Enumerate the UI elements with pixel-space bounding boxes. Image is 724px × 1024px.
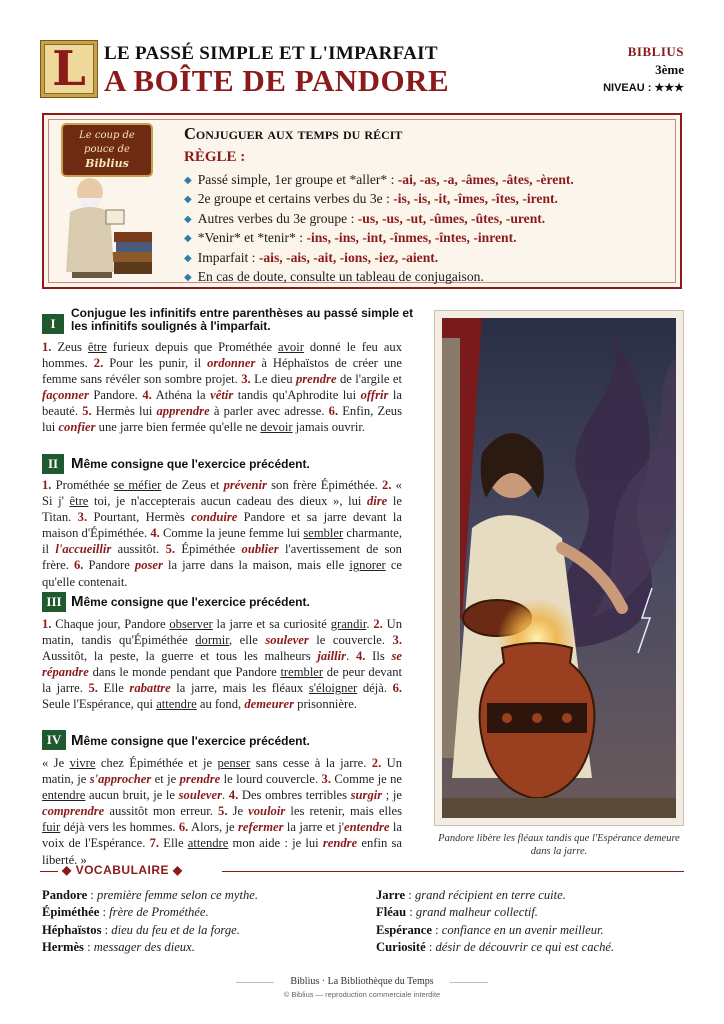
exercise-1-instruction: Conjugue les infinitifs entre parenthèses au passé simple et les infinitifs soulignés à l'imparfait. (71, 306, 414, 333)
vocab-entry: Pandore : première femme selon ce mythe. (42, 888, 259, 902)
header-meta (603, 44, 684, 94)
pandora-illustration (442, 318, 676, 818)
badge-line-1: Le coup de (79, 130, 135, 141)
vocab-entry: Curiosité : désir de découvrir ce qui est caché. (376, 940, 615, 955)
vocab-entry: Jarre : grand récipient en terre cuite. (376, 888, 566, 902)
rule-item: ◆ En cas de doute, consulte un tableau de conjugaison. (184, 268, 484, 284)
badge-line-3: Biblius (85, 157, 129, 170)
rule-item: ◆ Autres verbes du 3e groupe : -us, -us, -ut, -ûmes, -ûtes, -urent. (184, 210, 546, 226)
page-title-line1: LE PASSÉ SIMPLE ET L'IMPARFAIT (104, 43, 438, 64)
dropcap-illumination (40, 40, 98, 98)
footer-copyright: © Biblius — reproduction commerciale interdite (283, 990, 441, 999)
diamond-bullet-icon: ◆ (184, 175, 192, 186)
diamond-bullet-icon: ◆ (184, 213, 192, 225)
biblius-mascot-illustration (56, 122, 160, 282)
vocab-column-right (376, 887, 614, 957)
exercise-1-text: 1. Zeus être furieux depuis que Prométhée avoir donné le feu aux hommes. 2. Pour les punir, il ordonner à Héphaïstos de créer une femme sans révéler son sombre projet. 3. Le dieu prendre de l'argile et façonner Pandore. 4. Athéna la vêtir tandis qu'Aphrodite lui offrir la beauté. 5. Hermès lui apprendre à parler avec adresse. 6. Enfin, Zeus lui confier une jarre bien fermée qu'elle ne devoir jamais ouvrir. (42, 340, 403, 435)
exercise-3-number: III (42, 592, 66, 612)
vocab-title: ◆ VOCABULAIRE ◆ (62, 863, 183, 877)
exercise-2-text: 1. Prométhée se méfier de Zeus et prévenir son frère Épiméthée. 2. « Si j' être toi, je n'accepterais aucun cadeau des dieux », lui dire le Titan. 3. Pourtant, Hermès conduire Pandore et sa jarre devant la maison d'Épiméthée. 4. Comme la jeune femme lui sembler charmante, il l'accueillir aussitôt. 5. Épiméthée oublier l'avertissement de son frère. 6. Pandore poser la jarre dans la maison, mais elle ignorer ce qu'elle contenait. (42, 478, 402, 589)
vocab-entry: Épiméthée : frère de Prométhée. (42, 905, 209, 920)
vocab-entry: Fléau : grand malheur collectif. (376, 905, 538, 920)
rule-label: RÈGLE : (184, 149, 246, 165)
rule-list (184, 170, 664, 286)
rule-item: ◆ *Venir* et *tenir* : -ins, -ins, -int, -înmes, -întes, -inrent. (184, 230, 517, 246)
vocab-entry: Héphaïstos : dieu du feu et de la forge. (42, 922, 240, 937)
diamond-bullet-icon: ◆ (184, 233, 192, 245)
diamond-bullet-icon: ◆ (184, 194, 192, 206)
exercise-3-instruction: Même consigne que l'exercice précédent. (71, 593, 310, 610)
vocab-entry: Espérance : confiance en un avenir meilleur. (376, 922, 604, 937)
vocab-divider-right (222, 871, 684, 872)
exercise-3-text: 1. Chaque jour, Pandore observer la jarre et sa curiosité grandir. 2. Un matin, tandis qu'Épiméthée dormir, elle soulever le couvercle. 3. Aussitôt, la peste, la guerre et tous les malheurs jaillir. 4. Ils se répandre dans le monde pendant que Pandore trembler de peur devant la jarre. 5. Elle rabattre la jarre, mais les fléaux s'éloigner déjà. 6. Seule l'Espérance, qui attendre au fond, demeurer prisonnière. (42, 617, 403, 712)
badge-line-2: pouce de (84, 144, 130, 155)
exercise-4-text: « Je vivre chez Épiméthée et je penser sans cesse à la jarre. 2. Un matin, je s'approcher et je prendre le lourd couvercle. 3. Comme je ne entendre aucun bruit, je le soulever. 4. Des ombres terribles surgir ; je comprendre aussitôt mon erreur. 5. Je vouloir les retenir, mais elles fuir déjà vers les hommes. 6. Alors, je refermer la jarre et j'entendre la voix de l'Espérance. 7. Elle attendre mon aide : je lui rendre enfin sa liberté. » (42, 756, 402, 867)
vocab-column-left (42, 887, 258, 957)
vocab-entry: Hermès : messager des dieux. (42, 940, 195, 955)
dropcap-letter: L (52, 41, 86, 97)
exercise-1-number: I (42, 314, 64, 334)
exercise-4-number: IV (42, 730, 66, 750)
level-label: NIVEAU : ★★★ (603, 82, 684, 94)
exercise-4-instruction: Même consigne que l'exercice précédent. (71, 732, 310, 749)
exercise-2-number: II (42, 454, 64, 474)
page-title-line2: A BOÎTE DE PANDORE (104, 63, 450, 98)
illustration-caption: Pandore libère les fléaux tandis que l'Espérance demeure dans la jarre. (438, 833, 680, 857)
rule-item: ◆ Passé simple, 1er groupe et *aller* : -ai, -as, -a, -âmes, -âtes, -èrent. (184, 172, 574, 187)
rule-item: ◆ Imparfait : -ais, -ais, -ait, -ions, -iez, -aient. (184, 249, 439, 265)
rule-box-title: Conjuguer aux temps du récit (184, 124, 403, 143)
diamond-bullet-icon: ◆ (184, 252, 192, 264)
exercise-2-instruction: Même consigne que l'exercice précédent. (71, 455, 310, 472)
rule-item: ◆ 2e groupe et certains verbes du 3e : -is, -is, -it, -îmes, -îtes, -irent. (184, 191, 558, 207)
grade-label: 3ème (655, 62, 684, 77)
brand-label: BIBLIUS (627, 44, 684, 59)
diamond-bullet-icon: ◆ (184, 271, 192, 283)
footer-title: Biblius · La Bibliothèque du Temps (290, 976, 434, 987)
vocab-divider-left (40, 871, 58, 872)
